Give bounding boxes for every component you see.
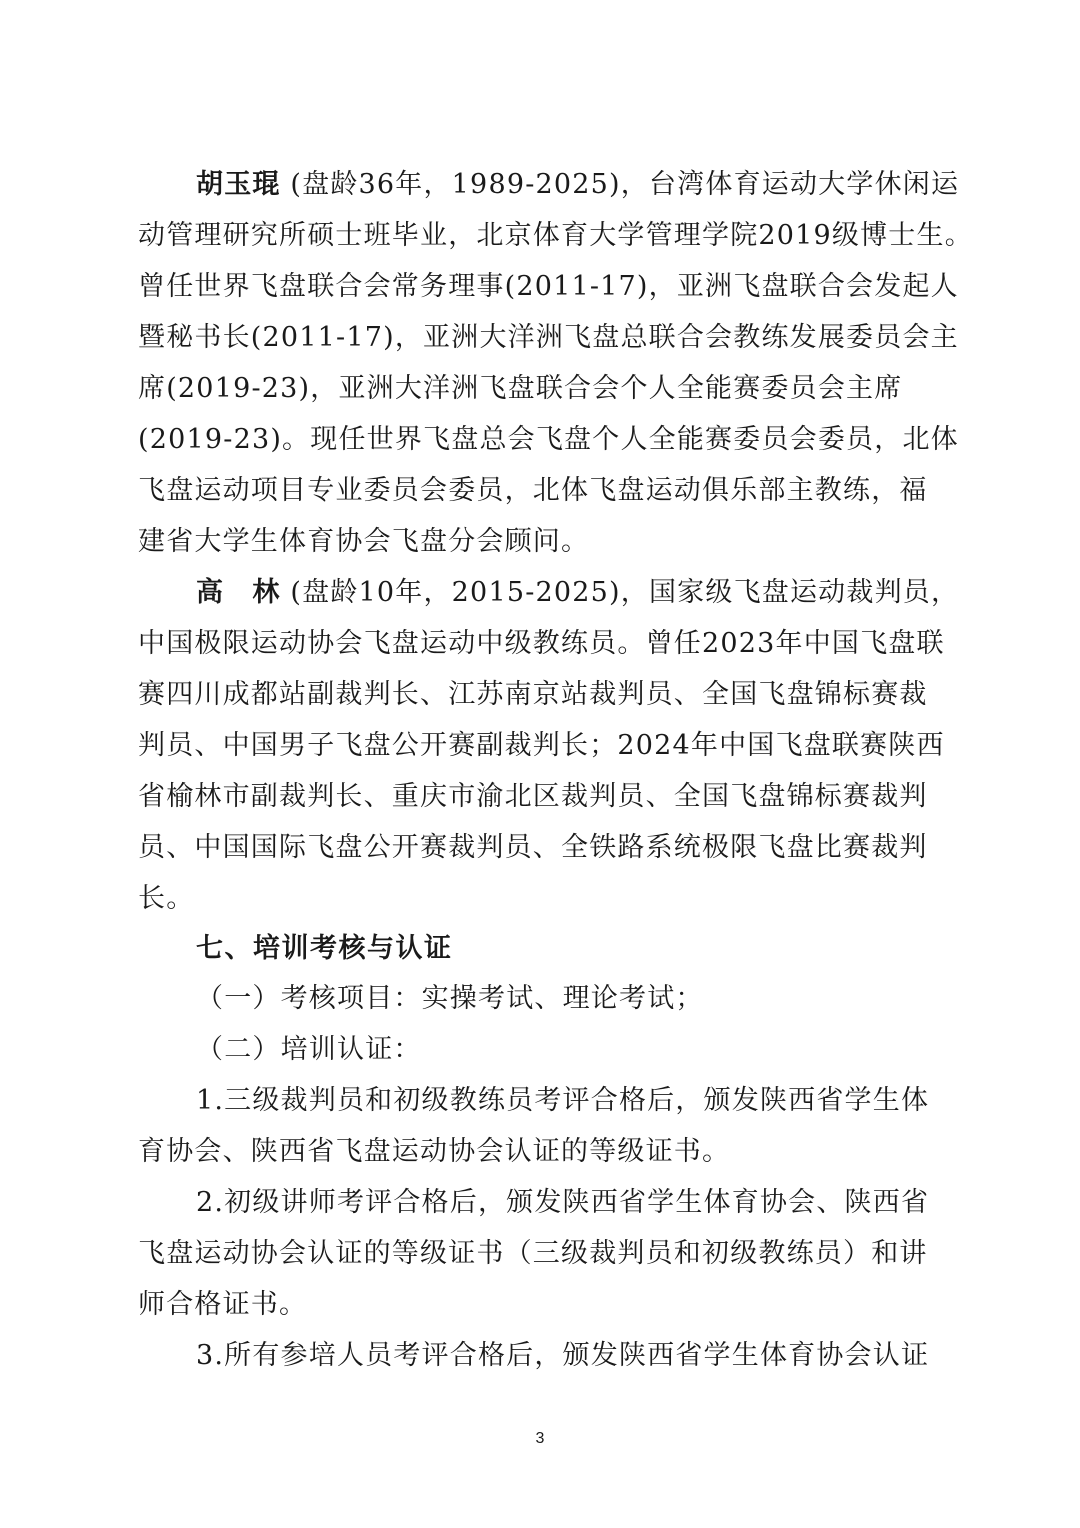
hu-bio-line-2: 动管理研究所硕士班毕业，北京体育大学管理学院2019级博士生。 (138, 220, 973, 251)
paragraph-1-line-2: 育协会、陕西省飞盘运动协会认证的等级证书。 (138, 1136, 731, 1167)
paragraph-1-line-1: 1.三级裁判员和初级教练员考评合格后，颁发陕西省学生体 (196, 1085, 930, 1116)
hu-bio-line-5: 席(2019-23)，亚洲大洋洲飞盘联合会个人全能赛委员会主席 (138, 373, 903, 404)
gao-bio-line-5: 省榆林市副裁判长、重庆市渝北区裁判员、全国飞盘锦标赛裁判 (138, 781, 928, 812)
gao-bio-line-1 (196, 573, 1016, 613)
gao-bio-line-4: 判员、中国男子飞盘公开赛副裁判长；2024年中国飞盘联赛陕西 (138, 730, 945, 761)
gao-bio-line-7: 长。 (138, 883, 195, 914)
gao-bio-line-6: 员、中国国际飞盘公开赛裁判员、全铁路系统极限飞盘比赛裁判 (138, 832, 928, 863)
gao-bio-text: (盘龄10年，2015-2025)，国家级飞盘运动裁判员， (280, 577, 960, 608)
hu-bio-line-4: 暨秘书长(2011-17)，亚洲大洋洲飞盘总联合会教练发展委员会主 (138, 322, 959, 353)
gao-name: 高 林 (196, 577, 281, 608)
hu-bio-line-7: 飞盘运动项目专业委员会委员，北体飞盘运动俱乐部主教练，福 (138, 475, 928, 506)
section-heading: 七、培训考核与认证 (196, 933, 453, 964)
page-number: 3 (535, 1430, 545, 1447)
hu-bio-line-6: (2019-23)。现任世界飞盘总会飞盘个人全能赛委员会委员，北体 (138, 424, 959, 455)
gao-bio-line-2: 中国极限运动协会飞盘运动中级教练员。曾任2023年中国飞盘联 (138, 628, 945, 659)
section-item-2: （二）培训认证： (196, 1034, 422, 1065)
paragraph-2-line-1: 2.初级讲师考评合格后，颁发陕西省学生体育协会、陕西省 (196, 1187, 930, 1218)
hu-bio-line-3: 曾任世界飞盘联合会常务理事(2011-17)，亚洲飞盘联合会发起人 (138, 271, 959, 302)
paragraph-2-line-3: 师合格证书。 (138, 1289, 308, 1320)
hu-bio-text: (盘龄36年，1989-2025)，台湾体育运动大学休闲运 (280, 169, 960, 200)
gao-bio-line-3: 赛四川成都站副裁判长、江苏南京站裁判员、全国飞盘锦标赛裁 (138, 679, 928, 710)
hu-name: 胡玉琨 (196, 169, 281, 200)
section-item-1: （一）考核项目：实操考试、理论考试； (196, 983, 704, 1014)
paragraph-2-line-2: 飞盘运动协会认证的等级证书（三级裁判员和初级教练员）和讲 (138, 1238, 928, 1269)
hu-bio-line-8: 建省大学生体育协会飞盘分会顾问。 (138, 526, 590, 557)
paragraph-3-line-1: 3.所有参培人员考评合格后，颁发陕西省学生体育协会认证 (196, 1340, 930, 1371)
hu-bio-line-1 (196, 165, 1016, 205)
